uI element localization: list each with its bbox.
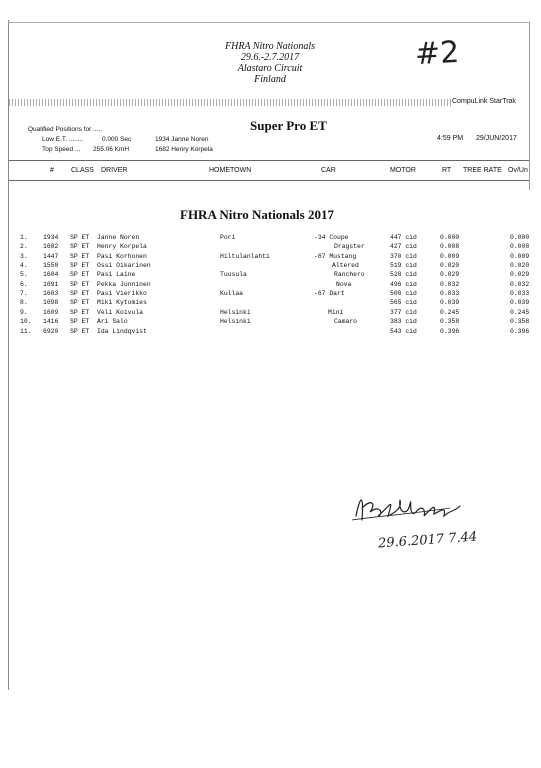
row-motor: 565 cid [390, 299, 417, 307]
row-car: -67 Dart [314, 290, 345, 298]
row-rt: 0.000 [440, 234, 460, 241]
row-over-under: 0.000 [510, 234, 530, 241]
row-number: 1603 [43, 290, 59, 298]
row-class: SP ET [70, 290, 90, 298]
section-title: FHRA Nitro Nationals 2017 [180, 207, 334, 222]
row-hometown: Hiltulanlahti [220, 252, 270, 260]
row-position: 2. [20, 243, 28, 251]
col-car: CAR [321, 167, 336, 174]
col-class: CLASS [71, 167, 94, 174]
row-motor: 528 cid [390, 271, 417, 279]
row-number: 1691 [43, 280, 59, 288]
row-class: SP ET [70, 318, 90, 326]
row-class: SP ET [70, 299, 90, 307]
col-rt: RT [442, 167, 452, 174]
table-row [0, 280, 541, 289]
row-position: 5. [20, 271, 28, 279]
row-car: -34 Coupe [314, 234, 349, 241]
system-name: CompuLink StarTrak [452, 98, 516, 105]
row-hometown: Helsinki [220, 308, 251, 316]
col-over-under: Ov/Un [508, 167, 528, 174]
row-driver: Pasi Vierikko [97, 290, 147, 298]
row-number: 1682 [43, 243, 59, 251]
right-border [529, 22, 530, 190]
top-speed-driver: 1682 Henry Korpela [155, 146, 213, 153]
row-rt: 0.245 [440, 308, 460, 316]
row-over-under: 0.033 [510, 290, 530, 298]
table-row [0, 298, 541, 307]
table-row [0, 242, 541, 251]
row-hometown: Kullaa [220, 290, 244, 298]
signature-icon [350, 486, 470, 531]
row-hometown: Helsinki [220, 318, 251, 326]
row-motor: 377 cid [390, 308, 417, 316]
row-motor: 427 cid [390, 243, 417, 251]
table-row [0, 261, 541, 270]
low-et-driver: 1934 Janne Noren [155, 136, 209, 143]
row-driver: Pekka Junninen [97, 280, 151, 288]
row-rt: 0.029 [440, 271, 460, 279]
row-driver: Ida Lindqvist [97, 327, 147, 335]
col-number: # [50, 167, 54, 174]
row-rt: 0.009 [440, 252, 460, 260]
row-over-under: 0.032 [510, 280, 530, 288]
row-number: 1447 [43, 252, 59, 260]
row-driver: Henry Korpela [97, 243, 147, 251]
row-rt: 0.039 [440, 299, 460, 307]
row-number: 1604 [43, 271, 59, 279]
row-over-under: 0.396 [510, 327, 530, 335]
table-row [0, 308, 541, 317]
row-position: 7. [20, 290, 28, 298]
row-hometown: Pori [220, 234, 236, 241]
row-position: 9. [20, 308, 28, 316]
row-driver: Miki Kytomies [97, 299, 147, 307]
table-row [0, 252, 541, 261]
table-row [0, 270, 541, 279]
row-motor: 370 cid [390, 252, 417, 260]
col-driver: DRIVER [101, 167, 128, 174]
qualified-label: Qualified Positions for ..... [28, 126, 103, 133]
row-class: SP ET [70, 252, 90, 260]
header-rule-bottom [9, 180, 529, 181]
row-motor: 519 cid [390, 262, 417, 270]
row-motor: 543 cid [390, 327, 417, 335]
col-motor: MOTOR [390, 167, 416, 174]
left-border [8, 20, 9, 690]
col-hometown: HOMETOWN [209, 167, 252, 174]
report-time: 4:59 PM [437, 135, 464, 142]
top-rule [8, 22, 530, 23]
row-motor: 383 cid [390, 318, 417, 326]
row-car: -67 Mustang [314, 252, 357, 260]
row-over-under: 0.020 [510, 262, 530, 270]
report-date: 29/JUN/2017 [476, 135, 517, 142]
row-number: 6920 [43, 327, 59, 335]
row-position: 4. [20, 262, 28, 270]
row-number: 1698 [43, 299, 59, 307]
row-rt: 0.396 [440, 327, 460, 335]
row-position: 10. [20, 318, 32, 326]
row-driver: Ari Salo [97, 318, 128, 326]
top-speed-value: 255.06 KmH [93, 146, 130, 153]
row-driver: Janne Noren [97, 234, 140, 241]
row-motor: 447 cid [390, 234, 417, 241]
row-position: 6. [20, 280, 28, 288]
col-tree-rate: TREE RATE [463, 167, 502, 174]
row-class: SP ET [70, 243, 90, 251]
row-car: Ranchero [334, 271, 365, 279]
event-header-title: FHRA Nitro Nationals [224, 41, 315, 52]
row-number: 1550 [43, 262, 59, 270]
row-motor: 496 cid [390, 280, 417, 288]
row-position: 11. [20, 327, 32, 335]
row-rt: 0.008 [440, 243, 460, 251]
separator-hatch [9, 99, 451, 106]
event-header-dates: 29.6.-2.7.2017 [240, 52, 300, 63]
row-car: Mini [328, 308, 344, 316]
row-rt: 0.020 [440, 262, 460, 270]
event-class-title: Super Pro ET [250, 118, 327, 133]
row-driver: Veli Koivula [97, 308, 144, 316]
row-car: Nova [336, 280, 352, 288]
row-number: 1934 [43, 234, 59, 241]
row-rt: 0.033 [440, 290, 460, 298]
header-rule-top [9, 160, 529, 161]
event-header-country: Finland [254, 74, 286, 85]
table-row [0, 233, 541, 242]
low-et-label: Low E.T. ........ [42, 136, 84, 143]
row-car: Altered [332, 262, 359, 270]
row-driver: Pasi Laine [97, 271, 136, 279]
row-over-under: 0.008 [510, 243, 530, 251]
row-rt: 0.358 [440, 318, 460, 326]
row-position: 3. [20, 252, 28, 260]
row-over-under: 0.029 [510, 271, 530, 279]
signature-date: 29.6.2017 7.44 [377, 529, 478, 552]
row-driver: Ossi Oikarinen [97, 262, 151, 270]
handwritten-mark: #2 [414, 34, 461, 73]
row-over-under: 0.009 [510, 252, 530, 260]
row-position: 1. [20, 234, 28, 241]
row-class: SP ET [70, 327, 90, 335]
low-et-value: 0.000 Sec [102, 136, 132, 143]
row-class: SP ET [70, 280, 90, 288]
row-position: 8. [20, 299, 28, 307]
row-over-under: 0.358 [510, 318, 530, 326]
row-car: Dragster [334, 243, 365, 251]
row-number: 1416 [43, 318, 59, 326]
row-number: 1609 [43, 308, 59, 316]
row-class: SP ET [70, 234, 90, 241]
table-row [0, 317, 541, 326]
row-car: Camaro [334, 318, 358, 326]
table-row [0, 289, 541, 298]
row-over-under: 0.039 [510, 299, 530, 307]
row-class: SP ET [70, 262, 90, 270]
top-speed-label: Top Speed ... [42, 146, 81, 153]
row-driver: Pasi Korhonen [97, 252, 147, 260]
row-class: SP ET [70, 271, 90, 279]
row-class: SP ET [70, 308, 90, 316]
table-row [0, 327, 541, 336]
row-hometown: Tuusula [220, 271, 247, 279]
row-over-under: 0.245 [510, 308, 530, 316]
event-header-venue: Alastaro Circuit [237, 63, 303, 74]
row-rt: 0.032 [440, 280, 460, 288]
row-motor: 500 cid [390, 290, 417, 298]
